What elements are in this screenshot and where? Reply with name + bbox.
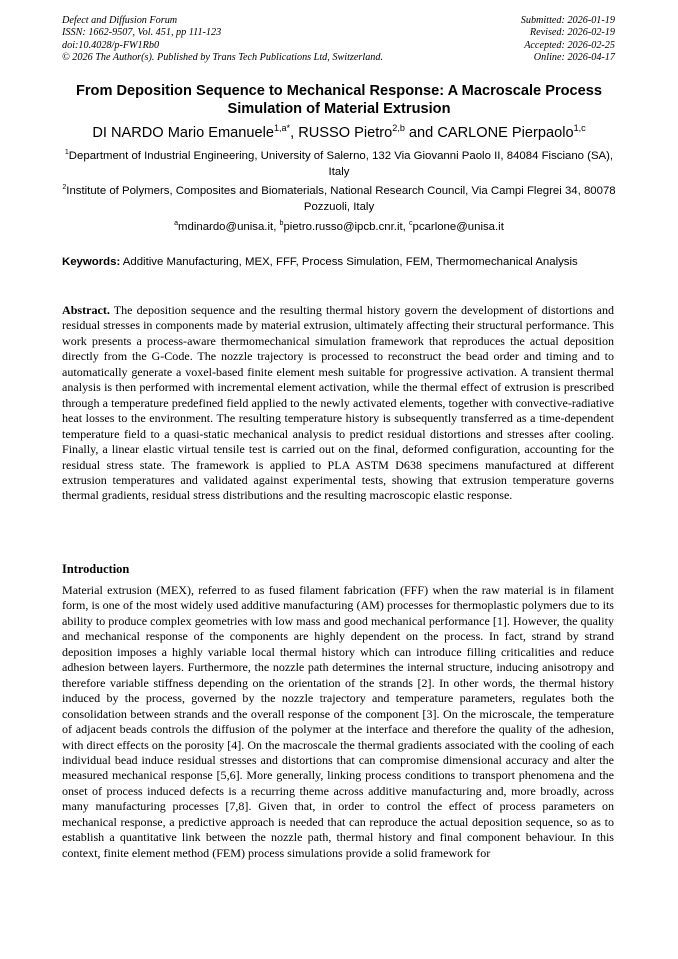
email-mark: a (174, 220, 179, 228)
affiliation-text: Department of Industrial Engineering, University of Salerno, 132 Via Giovanni Paolo II, 84084 Fisciano (SA), Italy (68, 150, 614, 178)
copyright-notice: © 2026 The Author(s). Published by Trans Tech Publications Ltd, Switzerland. (62, 52, 384, 64)
online-date: Online: 2026-04-17 (533, 52, 615, 64)
abstract-label: Abstract. (62, 303, 110, 317)
affiliation (62, 149, 616, 180)
publication-dates (521, 15, 615, 65)
affiliation-text: Institute of Polymers, Composites and Biomaterials, National Research Council, Via Campi Flegrei 34, 80078 Pozzuoli, Italy (66, 185, 616, 213)
author-affiliation-mark: 2,b (392, 123, 405, 134)
journal-issn: ISSN: 1662-9507, Vol. 451, pp 111-123 (62, 27, 222, 39)
affiliation-mark: 2 (62, 184, 67, 192)
email-address[interactable]: pietro.russo@ipcb.cnr.it (283, 221, 403, 233)
email-separator: , (273, 221, 280, 233)
author-name: RUSSO Pietro (298, 125, 393, 141)
accepted-date: Accepted: 2026-02-25 (524, 39, 615, 51)
author-name: DI NARDO Mario Emanuele (92, 125, 274, 141)
keywords-text: Additive Manufacturing, MEX, FFF, Process Simulation, FEM, Thermomechanical Analysis (122, 256, 578, 268)
introduction-paragraph: Material extrusion (MEX), referred to as fused filament fabrication (FFF) when the raw material is in filament form, is one of the most widely used additive manufacturing (AM) processes for thermoplastic polymers due to its ability to produce complex geometries with low mass and good mechanical performance [1]. However, the quality and mechanical response of the components are highly dependent on the process. In fact, strand by strand deposition imposes a highly variable local thermal history which can introduce filling criticalities and reduce adhesion between layers. Furthermore, the nozzle path determines the internal structure, inducing anisotropy and therefore variable stiffness depending on the orientation of the strands [2]. In other words, the thermal history induced by the process, governed by the nozzle trajectory and temperature parameters, regulates both the consolidation between strands and the overall response of the component [3]. On the microscale, the temperature of adjacent beads controls the diffusion of the polymer at the interface and therefore the quality of the adhesion, with direct effects on the porosity [4]. On the macroscale the thermal gradients associated with the cooling of each individual bead induce residual stresses and distortions that can compromise dimensional accuracy and alter the measured mechanical response [5,6]. More generally, linking process conditions to transport phenomena and the onset of process induced defects is a recurring theme across additive manufacturing and, more broadly, across many manufacturing processes [7,8]. Given that, in order to control the effect of process parameters on mechanical response, a predictive approach is needed that can reproduce the actual deposition sequence, so as to establish a quantitative link between the nozzle path, thermal history and final component behaviour. In this context, finite element method (FEM) process simulations provide a solid framework for (62, 583, 614, 860)
author-list (62, 124, 616, 142)
email-separator: , (402, 221, 409, 233)
email-mark: b (279, 220, 284, 228)
keywords-label: Keywords: (62, 256, 121, 268)
email-address[interactable]: pcarlone@unisa.it (412, 221, 504, 233)
keywords (62, 255, 614, 271)
journal-name: Defect and Diffusion Forum (62, 15, 178, 26)
affiliation-mark: 1 (64, 149, 69, 157)
email-address[interactable]: mdinardo@unisa.it (178, 221, 274, 233)
affiliation (62, 184, 616, 215)
submitted-date: Submitted: 2026-01-19 (520, 15, 615, 26)
author-separator: , (290, 125, 299, 141)
revised-date: Revised: 2026-02-19 (529, 27, 615, 39)
abstract (62, 303, 614, 504)
author-affiliation-mark: 1,a* (273, 123, 291, 134)
author-name: CARLONE Pierpaolo (437, 125, 574, 141)
author-separator: and (404, 125, 438, 141)
section-heading: Introduction (62, 562, 130, 576)
journal-info (62, 15, 383, 65)
paper-title: From Deposition Sequence to Mechanical Response: A Macroscale Process Simulation of Material Extrusion (75, 83, 603, 117)
author-emails (62, 220, 616, 235)
journal-doi: doi:10.4028/p-FW1Rb0 (62, 39, 160, 51)
abstract-text: The deposition sequence and the resulting thermal history govern the development of distortions and residual stresses in components made by material extrusion, ultimately affecting their structural performance. This work presents a process-aware thermomechanical simulation framework that reproduces the actual deposition directly from the G-Code. The nozzle trajectory is processed to reconstruct the bead order and timing and to automatically generate a voxel-based finite element mesh suitable for progressive activation. A transient thermal analysis is then performed with incremental element activation, while the thermal effect of extrusion is prescribed through a temperature predefined field applied to the newly activated elements, together with convective-radiative heat losses to the environment. The resulting temperature history is subsequently transferred as a time-dependent temperature field to a quasi-static mechanical analysis to predict residual distortions and stresses after cooling. Finally, a linear elastic virtual tensile test is carried out on the final, deformed configuration, accounting for the residual stress state. The framework is applied to PLA ASTM D638 specimens manufactured at different extrusion temperatures and validated against experimental tests, showing that extrusion temperature governs thermal gradients, residual stress distributions and the resulting macroscopic elastic response. (62, 303, 614, 503)
email-mark: c (409, 220, 413, 228)
author-affiliation-mark: 1,c (573, 123, 586, 134)
